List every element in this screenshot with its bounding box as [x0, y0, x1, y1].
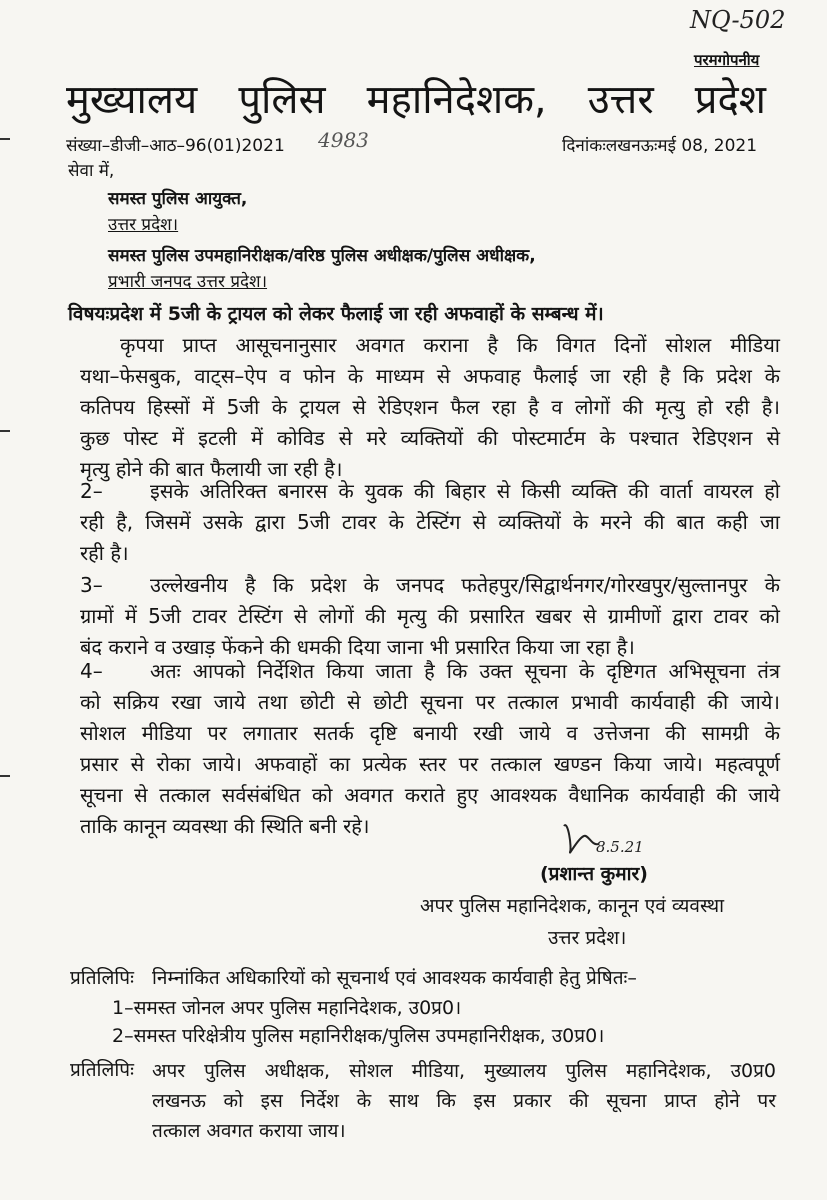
- recipient-2-line1: समस्त पुलिस उपमहानिरीक्षक/वरिष्ठ पुलिस अधीक्षक/पुलिस अधीक्षक,: [108, 246, 536, 266]
- paragraph-line: प्रसार से रोका जाये। अफवाहों का प्रत्येक स्तर पर तत्काल खण्डन किया जाये। महत्वपूर्ण: [80, 752, 780, 776]
- paragraph-number: 2–: [80, 479, 103, 503]
- paragraph-line: सोशल मीडिया पर लगातार सतर्क दृष्टि बनायी रखी जाये व उत्तेजना की सामग्री के: [80, 721, 780, 745]
- signatory-name: (प्रशान्त कुमार): [540, 863, 648, 885]
- paragraph-line: कतिपय हिस्सों में 5जी के ट्रायल से रेडिएशन फैल रहा है व लोगों की मृत्यु हो रही है।: [80, 395, 780, 419]
- office-title: मुख्यालय पुलिस महानिदेशक, उत्तर प्रदेश: [66, 77, 766, 123]
- paragraph-1: [80, 330, 780, 485]
- paragraph-number: 4–: [80, 659, 103, 683]
- margin-mark: [0, 430, 10, 432]
- paragraph-line: रही है।: [80, 541, 129, 565]
- copy-to-label: प्रतिलिपिः: [70, 967, 134, 989]
- copy-to-2-body: [152, 1056, 776, 1146]
- paragraph-line: ग्रामों में 5जी टावर टेस्टिंग से लोगों की मृत्यु की प्रसारित खबर से ग्रामीणों द्वारा टावर को: [80, 604, 780, 628]
- handwritten-dispatch-number: 4983: [318, 128, 369, 152]
- copy-to-intro: निम्नांकित अधिकारियों को सूचनार्थ एवं आवश्यक कार्यवाही हेतु प्रेषितः–: [152, 967, 637, 989]
- copy-to-2-line: अपर पुलिस अधीक्षक, सोशल मीडिया, मुख्यालय पुलिस महानिदेशक, उ0प्र0: [152, 1060, 776, 1082]
- signature-date: 8.5.21: [596, 838, 644, 856]
- margin-mark: [0, 138, 10, 140]
- recipient-1-line1: समस्त पुलिस आयुक्त,: [108, 189, 248, 209]
- margin-mark: [0, 775, 10, 777]
- paragraph-line: सूचना से तत्काल सर्वसंबंधित को अवगत कराते हुए आवश्यक वैधानिक कार्यवाही की जाये: [80, 783, 780, 807]
- paragraph-line: ताकि कानून व्यवस्था की स्थिति बनी रहे।: [80, 814, 370, 838]
- salutation: सेवा में,: [68, 161, 115, 181]
- copy-to-2-line: लखनऊ को इस निर्देश के साथ कि इस प्रकार की सूचना प्राप्त होने पर: [152, 1090, 776, 1112]
- paragraph-line: मृत्यु होने की बात फैलायी जा रही है।: [80, 457, 343, 481]
- signatory-designation: अपर पुलिस महानिदेशक, कानून एवं व्यवस्था: [420, 895, 725, 917]
- paragraph-line: इसके अतिरिक्त बनारस के युवक की बिहार से किसी व्यक्ति की वार्ता वायरल हो: [150, 479, 780, 503]
- recipient-1-line2: उत्तर प्रदेश।: [108, 215, 179, 235]
- paragraph-3: [80, 570, 780, 663]
- paragraph-2: [80, 476, 780, 569]
- paragraph-line: अतः आपको निर्देशित किया जाता है कि उक्त सूचना के दृष्टिगत अभिसूचना तंत्र: [150, 659, 780, 683]
- paragraph-line: रही है, जिसमें उसके द्वारा 5जी टावर के टेस्टिंग से व्यक्तियों के मरने की बात कही जा: [80, 510, 780, 534]
- signatory-state: उत्तर प्रदेश।: [548, 927, 627, 949]
- paragraph-line: को सक्रिय रखा जाये तथा छोटी से छोटी सूचना पर तत्काल प्रभावी कार्यवाही की जाये।: [80, 690, 780, 714]
- copy-to-2-line: तत्काल अवगत कराया जाय।: [152, 1120, 346, 1142]
- reference-date: दिनांकःलखनऊःमई 08, 2021: [562, 136, 758, 156]
- subject-line: विषयःप्रदेश में 5जी के ट्रायल को लेकर फैलाई जा रही अफवाहों के सम्बन्ध में।: [68, 303, 604, 325]
- paragraph-line: यथा–फेसबुक, वाट्स–ऐप व फोन के माध्यम से अफवाह फैलाई जा रही है कि प्रदेश के: [80, 364, 780, 388]
- handwritten-file-number: NQ-502: [690, 6, 786, 34]
- copy-to-item-1: 1–समस्त जोनल अपर पुलिस महानिदेशक, उ0प्र0।: [112, 997, 462, 1019]
- paragraph-line: कुछ पोस्ट में इटली में कोविड से मरे व्यक्तियों की पोस्टमार्टम के पश्चात रेडिएशन से: [80, 426, 780, 450]
- recipient-2-line2: प्रभारी जनपद उत्तर प्रदेश।: [108, 272, 268, 292]
- copy-to-item-2: 2–समस्त परिक्षेत्रीय पुलिस महानिरीक्षक/पुलिस उपमहानिरीक्षक, उ0प्र0।: [112, 1025, 605, 1047]
- paragraph-line: बंद कराने व उखाड़ फेंकने की धमकी दिया जाना भी प्रसारित किया जा रहा है।: [80, 635, 635, 659]
- paragraph-line: कृपया प्राप्त आसूचनानुसार अवगत कराना है कि विगत दिनों सोशल मीडिया: [120, 333, 780, 357]
- copy-to-2-label: प्रतिलिपिः: [70, 1059, 134, 1081]
- reference-number: संख्या–डीजी–आठ–96(01)2021: [66, 136, 285, 156]
- classification-label: परमगोपनीय: [694, 51, 760, 69]
- paragraph-4: [80, 656, 780, 842]
- paragraph-line: उल्लेखनीय है कि प्रदेश के जनपद फतेहपुर/सिद्वार्थनगर/गोरखपुर/सुल्तानपुर के: [150, 573, 780, 597]
- paragraph-number: 3–: [80, 573, 103, 597]
